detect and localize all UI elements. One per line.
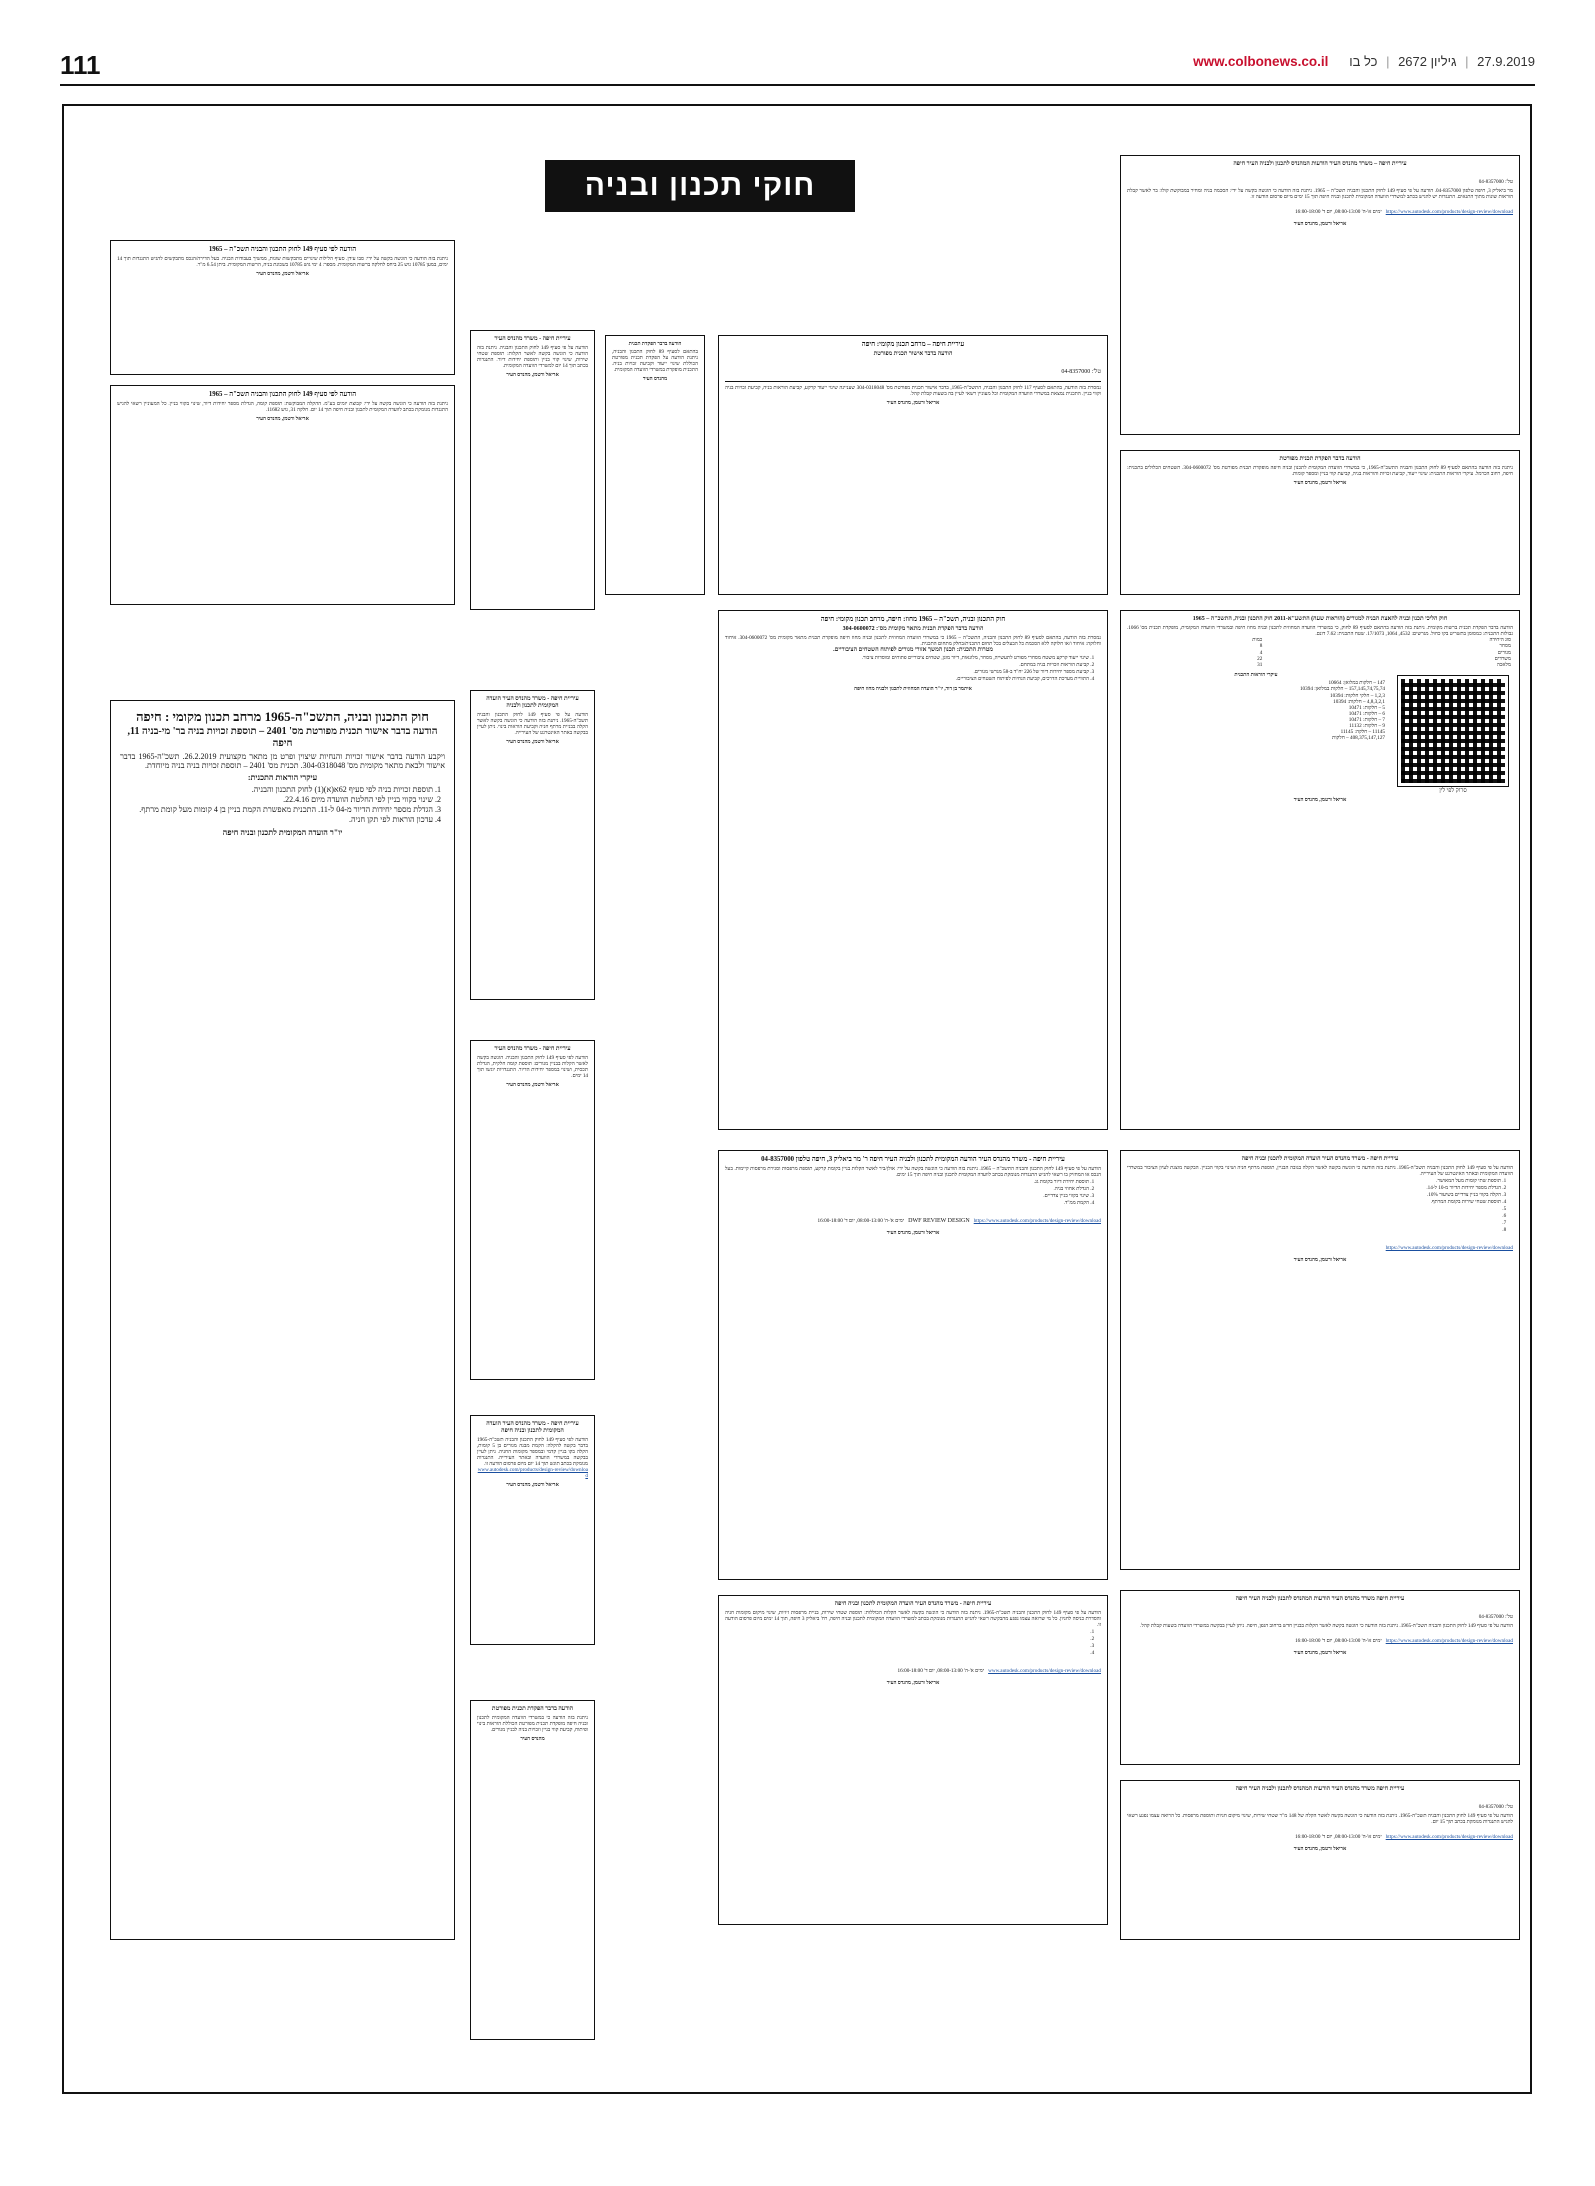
ad-title: עיריית חיפה - משרד מהנדס העיר	[494, 1046, 571, 1052]
section-title: חוקי תכנון ובניה	[584, 169, 816, 202]
ad-phone: טל': 04-8357000	[1478, 179, 1513, 186]
ad-link-label: DWF REVIEW DESIGN	[908, 1217, 970, 1224]
list-item: 2. שינוי בקווי בניין לפי החלטת הוועדה מיום 22.4.16.	[120, 795, 433, 804]
page-header	[60, 50, 1535, 90]
ad-list-heading: מטרות התכנית: תכנון המשך אזורי מגורים לפיתוח השטחים הציבוריים.	[833, 647, 993, 654]
list-item: 3. הקלה בקווי בניין צדדיים בשיעור 10%.	[1127, 1193, 1501, 1199]
table-row	[1127, 662, 1513, 668]
ad-items-list	[120, 785, 433, 825]
header-divider: |	[1465, 54, 1469, 69]
ad-link[interactable]: https://www.autodesk.com/products/design-review/download	[1385, 1638, 1513, 1645]
list-item: 1. תוספת זכויות בניה לפי סעיף 62א(א)(1) לחוק התכנון והבניה.	[120, 785, 433, 794]
page-number: 111	[60, 50, 101, 80]
list-item: 4. תוספת שטחי שירות בקומת המרתף.	[1127, 1200, 1501, 1206]
ad-title: הודעה לפי סעיף 149 לחוק התכנון והבניה תשכ"ה – 1965	[208, 246, 357, 253]
ad-body: הודעה לפי סעיף 149 לחוק התכנון והבניה. הוגשה בקשה לאשר הקלות בבניין מגורים: תוספת קומה חלקית, הגדלת תכסית, ושינוי במספר יחידות הדיור. התנגדויות יוגשו תוך 14 ימים.	[477, 1055, 588, 1080]
ad-signature: אריאל ורטמן, מהנדס העיר	[886, 1680, 940, 1687]
ad-body: נמסרת בזה הודעה, בהתאם לסעיף 117 לחוק התכנון והבניה, התשכ"ה-1965, בדבר אישור תכנית מפורטת מס' 304-0318048 שעניינה שינוי ייעוד קרקע, קביעת הוראות בניה, קביעת זכויות בניה וקווי בניין. התכנית נמצאת במשרדי הוועדה המקומית וכל מעוניין רשאי לעיין בה בשעות קבלת קהל.	[725, 385, 1101, 398]
ad-notice	[470, 1415, 595, 1645]
ad-subtitle: הודעה בדבר אישור תכנית מפורטת	[873, 351, 953, 358]
list-item: 157,145,74,75,74 – חלקות במלואן: 10394	[1299, 686, 1385, 693]
ad-title: עיריית חיפה משרד מהנדס העיר הודעות המהנדס לתכנון ולבניה העיר חיפה	[1235, 1786, 1405, 1792]
cell-type: מלאכה	[1496, 662, 1511, 669]
ad-hours: ימים א'-ה' 08:00-13:00, יום ד' 16:00-18:00	[1295, 1834, 1382, 1841]
ad-items-list	[725, 1180, 1089, 1207]
ad-signature: יו"ר הועדה המקומית לתכנון ובניה חיפה	[222, 827, 343, 837]
ad-body: הודעה בדבר הפקדת תכנית ברשות מקומית. ניתנת בזה הודעה בהתאם לסעיף 89 לחוק, כי במשרדי הוועדה המחוזית לתכנון ובניה מחוז חיפה ובמשרדי הוועדה המקומית, מופקדת תכנית מס' 1066. גבולות התכנית: כמסומן בתשריט בקו כחול. מגרשים: 4532, 1064, 17/1073. שטח התכנית: 7.62 דונם.	[1127, 625, 1513, 638]
cell-count: 22	[1257, 655, 1263, 662]
ad-engineer-notice-center	[718, 1150, 1108, 1580]
ad-link[interactable]: www.autodesk.com/products/design-review/download	[477, 1467, 588, 1480]
ad-body: הודעה על פי סעיף 149 לחוק התכנון והבניה. ניתנת בזה הודעה כי הוגשה בקשה לאשר הקלות: תוספת שטחי שירות, שינוי קווי בניין ותוספת יחידות דיור. התנגדות בכתב תוך 14 יום למשרדי הוועדה המקומית.	[477, 345, 588, 370]
ad-notice	[110, 385, 455, 605]
ad-title: עיריית חיפה - משרד מהנדס העיר	[494, 336, 571, 342]
list-item: 3. קביעת מספר יחידות דיור של 226 יח"ד ב-58 מגרשי מגורים.	[725, 670, 1089, 676]
ad-title: חוק הליכי תכנון ובניה להאצת הבניה למגורים (הוראות שעה) התשע"א-2011 חוק התכנון ובניה, התשכ"ה – 1965	[1192, 616, 1448, 622]
cell-type: מסחר	[1499, 643, 1511, 650]
ad-signature: איתמר בן דוד, יו"ר הועדה המחוזית לתכנון ולבניה מחוז חיפה	[854, 686, 972, 693]
ad-signature: אריאל ורטמן, מהנדס העיר	[256, 416, 309, 423]
ad-notice	[605, 335, 705, 595]
ad-notice	[470, 1700, 595, 2040]
ad-signature: אריאל ורטמן, מהנדס העיר	[1293, 1846, 1347, 1853]
ad-title: עיריית חיפה - משרד מהנדס העיר הועדה המקומית לתכנון ובניה חיפה	[834, 1601, 992, 1607]
ad-title: הודעה בדבר הפקדת תכנית מפורטת	[491, 1706, 574, 1712]
list-item: 9 – חלקות: 11132	[1349, 722, 1385, 729]
ad-phone: טל': 04-8357000	[1061, 369, 1101, 376]
ad-title: עיריית חיפה משרד מהנדס העיר הודעות המהנדס לתכנון ולבניה העיר חיפה	[1235, 1596, 1405, 1602]
ad-list-heading: עיקרי הוראות התכנית	[1234, 672, 1278, 679]
ad-hours: ימים א'-ה' 08:00-13:00, יום ד' 16:00-18:00	[1295, 1638, 1382, 1645]
list-item: 2. הגדלת אחוזי בניה.	[725, 1187, 1089, 1193]
ad-body: בהתאם לסעיף 89 לחוק התכנון והבניה, ניתנת הודעה על הפקדת תכנית מפורטת הכוללת שינוי ייעוד וקביעת זכויות בניה. התכנית מופקדת במשרדי הוועדה המקומית.	[612, 349, 699, 374]
ad-plan-deposit-main	[110, 700, 455, 1940]
header-divider3	[1337, 54, 1341, 69]
ad-link[interactable]: https://www.autodesk.com/products/design-review/download	[973, 1217, 1101, 1224]
ad-body: נמסרת בזה הודעה, בהתאם לסעיף 89 לחוק התכנון והבניה, התשכ"ה – 1965 כי במשרדי הוועדה המחוזית לתכנון ובניה מחוז חיפה מופקדת תכנית מתאר מקומית מס' 304-0600072. איחוד וחלוקה: איחוד ו/או חלוקה ללא הסכמת כל הבעלים בכל תחום התכנית/בחלק מתחום התכנית.	[725, 635, 1101, 648]
ad-notice	[470, 330, 595, 610]
list-item	[725, 1630, 1089, 1636]
ad-hours: ימים א'-ה' 08:00-13:00, יום ד' 16:00-18:00	[897, 1668, 985, 1675]
ad-signature: אריאל ורטמן, מהנדס העיר	[506, 372, 559, 379]
qr-caption: סרוק לפי לין	[1439, 788, 1467, 795]
ad-signature: מהנדס העיר	[642, 376, 668, 383]
list-item: 2. הגדלת מספר יחידות הדיור מ-10 ל-14.	[1127, 1186, 1501, 1192]
header-date: 27.9.2019	[1477, 54, 1535, 69]
units-table	[1127, 637, 1513, 668]
ad-phone: טל': 04-8357000	[1478, 1804, 1513, 1811]
list-item: 1. תוספת שתי קומות מעל המאושר.	[1127, 1179, 1501, 1185]
ad-title: הודעה בדבר הפקדת תכנית	[628, 341, 682, 347]
ad-title: עיריית חיפה - משרד מהנדס העיר הועדה המקומית לתכנון ולבניה	[486, 696, 579, 710]
ad-title: חוק התכנון ובניה, התשכ"ה-1965 מרחב תכנון מקומי : חיפה	[136, 709, 429, 724]
ad-signature: אריאל ורטמן, מהנדס העיר	[256, 271, 309, 278]
ad-signature: אריאל ורטמן, מהנדס העיר	[506, 739, 559, 746]
list-item: 7 – חלקות: 10471	[1348, 716, 1385, 723]
ad-phone: טל': 04-8357000	[1478, 1614, 1513, 1621]
ad-body: הודעה לפי סעיף 149 לחוק התכנון והבניה תשכ"ה-1965 בדבר בקשה להקלה: הקמת מבנה מגורים בן 5 קומות, הקלה בקו בניין קדמי ובמספר מקומות החניה. ניתן לעיין בבקשה במשרדי הוועדה ובאתר העירייה. התנגדות מנומקת בכתב תוגש תוך 14 יום מיום פרסום הודעה זו.	[477, 1437, 589, 1468]
list-item	[1127, 1228, 1501, 1234]
ad-signature: אריאל ורטמן, מהנדס העיר	[1293, 1650, 1347, 1657]
list-item: 408,375,147,127 – חלקות	[1332, 734, 1385, 741]
col-head-count: כמות	[1252, 637, 1263, 644]
ad-link[interactable]: https://www.autodesk.com/products/design-review/download	[1385, 1244, 1513, 1251]
ad-items-list	[725, 1630, 1089, 1657]
ad-plan-approval	[718, 335, 1108, 595]
list-item: 4,8,3,2,1 – חלקות: 10394	[1333, 698, 1385, 705]
ad-hours: ימים א'-ה' 08:00-13:00, יום ד' 16:00-18:00	[1295, 209, 1382, 216]
ad-engineer-notice-center-2	[718, 1595, 1108, 1925]
ad-list-heading: עיקרי הוראות התכנית:	[247, 773, 318, 783]
list-item: 6 – חלקות: 10471	[1348, 710, 1385, 717]
list-item: 1. שינוי ייעוד קרקע משטח מסחרי מפורט לתעשייה, מסחר, מלונאות, דיור מוגן, שטחים ציבוריים פתוחים ומוסדות ציבור.	[725, 656, 1089, 662]
list-item: 1,2,3 – חלקי חלקות: 10394	[1330, 692, 1385, 699]
list-item	[1127, 1221, 1501, 1227]
list-item: 1. תוספת יחידת דיור בקומת גג.	[725, 1180, 1089, 1186]
ad-body: ניתנת בזה הודעה בהתאם לסעיף 89 לחוק התכנון והבניה התשכ"ה-1965, כי במשרדי הוועדה המקומית לתכנון ובניה חיפה מופקדת תכנית מפורטת מס' 304-0600072. השטחים הכלולים בתכנית: חיפה, רחוב הכרמל. עיקרי הוראות התכנית: שינוי ייעוד, קביעת זכויות והוראות בניה, קביעת קווי בניין ומספר קומות.	[1127, 465, 1513, 478]
header-paper: כל בו	[1349, 54, 1378, 69]
ad-body: הודעה על פי סעיף 149 לחוק התכנון והבניה התשכ"ה – 1965. ניתנת בזה הודעה כי הוגשה בקשה על ידי: אולן/ביר לאשר הקלות בניין בקומת קרקע, תוספת מרפסות וסגירת מרפסות קיימות. בעל הנכס או המחזיק בו רשאי להגיש התנגדות מנומקת בכתב לוועדה המקומית לתכנון ובניה חיפה תוך 15 ימים.	[725, 1166, 1101, 1179]
list-item: 2. קביעת הוראות וזכויות בניה במתחם.	[725, 663, 1089, 669]
list-item	[1127, 1207, 1501, 1213]
ad-hours: ימים א'-ה' 08:00-13:00, יום ד' 16:00-18:00	[817, 1217, 905, 1224]
ad-title: עיריית חיפה - משרד מהנדס העיר הועדה המקומית לתכנון ובניה חיפה	[486, 1421, 579, 1435]
ad-link[interactable]: https://www.autodesk.com/products/design-review/download	[1385, 1834, 1513, 1841]
list-item: 4. עדכון הוראות לפי תקן חניה.	[120, 815, 433, 824]
list-item: 5 – חלקות: 10471	[1348, 704, 1385, 711]
ad-link[interactable]: www.autodesk.com/products/design-review/download	[988, 1668, 1101, 1675]
ad-items-list	[725, 656, 1089, 683]
cell-count: 31	[1257, 662, 1263, 669]
ad-body: מר ביאליק 3, חיפה טלפון 04-8357000. הודעה על פי סעיף 149 לחוק התכנון והבניה תשכ"ה – 1965. ניתנת בזה הודעה כי הוגשה בקשה על ידי: הסכמה בניה ומחיר במבוקשת קולו: בר לאשר קבלת הוראות שונות מתוך התנאים. התנגדות יש להגיש בכתב למשרדי הוועדה המקומית לתכנון ובניה חיפה תוך 15 ימים מיום פרסום הודעה זו.	[1127, 188, 1514, 201]
ad-plan-with-qr	[1120, 610, 1520, 1130]
ad-title: עיריית חיפה – משרד מהנדס העיר הודעות המהנדס לתכנון ולבניה העיר חיפה	[1233, 161, 1407, 167]
ad-signature: אריאל ורטמן, מהנדס העיר	[1293, 221, 1347, 228]
cell-type: מגורים	[1497, 649, 1511, 656]
list-item: 11145 – חלקה: 11145	[1340, 728, 1385, 735]
qr-code-icon	[1398, 676, 1508, 786]
list-item	[725, 1637, 1089, 1643]
ad-subtitle: הודעה בדבר אישור תכנית מפורטת מס' 2401 – תוספת זכויות בניה בר' מי-בניה 11, חיפה	[127, 726, 438, 750]
list-item	[1127, 1214, 1501, 1220]
ad-link[interactable]: https://www.autodesk.com/products/design-review/download	[1385, 209, 1513, 216]
ad-title: חוק התכנון ובניה, תשכ"ה – 1965 מחוז: חיפה, מרחב תכנון מקומי: חיפה	[820, 616, 1006, 623]
header-issue: גיליון 2672	[1398, 54, 1457, 69]
ad-signature: אריאל ורטמן, מהנדס העיר	[886, 1229, 940, 1236]
list-item	[725, 1644, 1089, 1650]
list-item	[725, 1651, 1089, 1657]
header-rule	[60, 84, 1535, 86]
ad-notice	[470, 690, 595, 1000]
ad-body: ניתנת בזה הודעה כי במשרדי הוועדה המקומית לתכנון ובניה חיפה מופקדת תכנית מפורטת הכוללת הוראות בינוי ופיתוח, קביעת קווי בניין וזכויות בניה לבניין מגורים.	[477, 1715, 588, 1734]
cell-type: משרדים	[1494, 655, 1511, 662]
divider	[725, 381, 1101, 382]
header-site-link[interactable]: www.colbonews.co.il	[1193, 54, 1329, 69]
header-divider2: |	[1386, 54, 1390, 69]
col-head-type: סוג היחידה	[1489, 637, 1511, 644]
ad-body: הודעה על פי סעיף 149 לחוק התכנון והבניה תשכ"ה-1965. ניתנת בזה הודעה כי הוגשה בקשה לאשר הקלה של 148 מ"ר שטחי שירות, שינוי מיקום חניות ותוספת מרפסות. כל הרואה עצמו נפגע רשאי להגיש התנגדות מנומקת בכתב תוך 15 יום.	[1127, 1813, 1513, 1826]
ad-body: ניתנת בזה הודעה כי הוגשה בקשה על ידי: קבוצת יזמים בע"מ. ההקלה המבוקשת: תוספת קומה, הגדלת מספר יחידות דיור, שינוי בקווי בניין. כל המעוניין רשאי להגיש התנגדות מנומקת בכתב לוועדה המקומית לתכנון ובניה חיפה תוך 14 יום. חלקה 31, גוש 11682.	[117, 401, 448, 414]
ad-signature: אריאל ורטמן, מהנדס העיר	[506, 1082, 559, 1089]
ad-title: עיריית חיפה - משרד מהנדס העיר הועדה המקומית לתכנון ובניה חיפה	[1241, 1156, 1399, 1162]
list-item: 4. התוויית מערכת הדרכים, קביעת הנחיות לפיתוח השטחים הציבוריים.	[725, 677, 1089, 683]
ad-engineer-notice	[1120, 155, 1520, 435]
list-item: 147 – חלקות במלואן: 10664	[1328, 680, 1385, 687]
ad-engineer-notice-right	[1120, 1150, 1520, 1570]
cell-count: 8	[1259, 643, 1263, 650]
ad-signature: אריאל ורטמן, מהנדס העיר	[506, 1482, 559, 1489]
ad-body: הודעה על פי סעיף 149 לחוק התכנון והבניה תשכ"ה-1965. ניתנת בזה הודעה כי הוגשה בקשה לאשר הקלה בגובה הבניין, תוספת מרתף חניה ושינוי בקווי הבניין. הבקשה מוצגת לעיון הציבור במשרדי הוועדה המקומית ובאתר האינטרנט של העירייה.	[1127, 1165, 1513, 1178]
ad-subtitle: הודעה בדבר הפקדת תכנית מתאר מקומית מס': 304-0600072	[842, 626, 984, 633]
ad-notice	[110, 240, 455, 375]
header-meta	[1193, 54, 1535, 69]
ad-items-list	[1127, 1179, 1501, 1234]
ad-engineer-notice-right-3	[1120, 1780, 1520, 1940]
ad-body: הודעה על פי סעיף 149 לחוק התכנון והבניה תשכ"ה-1965. ניתנת בזה הודעה כי הוגשה בקשה לאשר הקלות בבניין חדש ברחוב הגפן, חיפה. ניתן לעיין בבקשה במשרדי הוועדה בשעות קבלת קהל.	[1140, 1623, 1513, 1630]
ad-signature: אריאל ורטמן, מהנדס העיר	[1293, 480, 1347, 487]
ad-signature: מהנדס העיר	[520, 1736, 545, 1743]
ad-plan-approval-center	[718, 610, 1108, 1130]
ad-plan-deposit	[1120, 450, 1520, 595]
ad-body: ויקבע הודעה בדבר אישור זכויות והנחיות שיצוין ופרט מן מתאר מקצועית 26.2.2019. תשכ"ה-1965 בדבר אישור ולבאת מתאר מקומית מס' 304-0318048. תכנית מס' 2401 – תוספת זכויות בניה בניה מיוחדת.	[120, 751, 445, 771]
ad-signature: אריאל ורטמן, מהנדס העיר	[1293, 1256, 1347, 1263]
ad-title: עיריית חיפה - משרד מהנדס העיר הודעה המקומית לתכנון ולבניה העיר חיפה ר' מר ביאליק 3, חיפה טלפון 04-8357000	[761, 1156, 1065, 1163]
ad-body: ניתנת בזה הודעה כי הוגשה בקשה על ידי: סבו עידן. סעיף הלילות שינויים מתבקשות שונות, ממשיך בעבודות הבניה. בעל הדירה/הנכס מתבקשים להגיש התנגדות תוך 14 ימים, במען 10785 גוש 25 ביחס לחלקה ברשות המקומית. מספר: 4 ימי גוש 10785 בשכונת בניה, הרשות המקומית. ביתן 6.54 מ"ר.	[117, 256, 448, 269]
ad-title: הודעה לפי סעיף 149 לחוק התכנון והבניה תשכ"ה – 1965	[208, 391, 357, 398]
ad-title: עיריית חיפה – מרחב תכנון מקומי: חיפה	[861, 341, 965, 348]
ad-signature: אריאל ורטמן, מהנדס העיר	[1293, 797, 1347, 804]
ad-engineer-notice-right-2	[1120, 1590, 1520, 1765]
list-item: 4. הקמת ממ"ד.	[725, 1201, 1089, 1207]
ad-notice	[470, 1040, 595, 1380]
ad-body: הודעה על פי סעיף 149 לחוק התכנון והבניה תשכ"ה-1965. ניתנת בזה הודעה כי הוגשה בקשה לאשר הקלות הכוללות: תוספת שטחי שירות, בניית מרפסות זיזיות, שינוי מיקום מקומות חניה והסדרת כניסה לחניון. כל מי שרואה עצמו נפגע מהבקשה רשאי להגיש התנגדות מנומקת בכתב למשרדי הוועדה המקומית לתכנון ובניה חיפה, רח' ביאליק 3 חיפה, תוך 14 ימים מיום פרסום הודעה זו.	[725, 1610, 1101, 1629]
ad-signature: אריאל ורטמן, מהנדס העיר	[886, 400, 940, 407]
list-item: 3. הגדלת מספר יחידות הדיור מ-04 ל-11. התכנית מאפשרת הקמת בניין בן 4 קומות מעל קומת מרתף.	[120, 805, 433, 814]
list-item: 3. שינוי בקווי בניין צדדיים.	[725, 1194, 1089, 1200]
ad-body: הודעה על פי סעיף 149 לחוק התכנון והבניה תשכ"ה-1965. ניתנת בזה הודעה כי הוגשה בקשה לאשר הקלה בבניית מרתף חניה וקביעת הוראות בינוי. ניתן לעיין בבקשה באתר האינטרנט של העירייה.	[477, 712, 588, 737]
section-banner	[545, 160, 855, 212]
ad-title: הודעה בדבר הפקדת תכנית מפורטת	[1279, 456, 1361, 462]
cell-count: 4	[1259, 649, 1263, 656]
